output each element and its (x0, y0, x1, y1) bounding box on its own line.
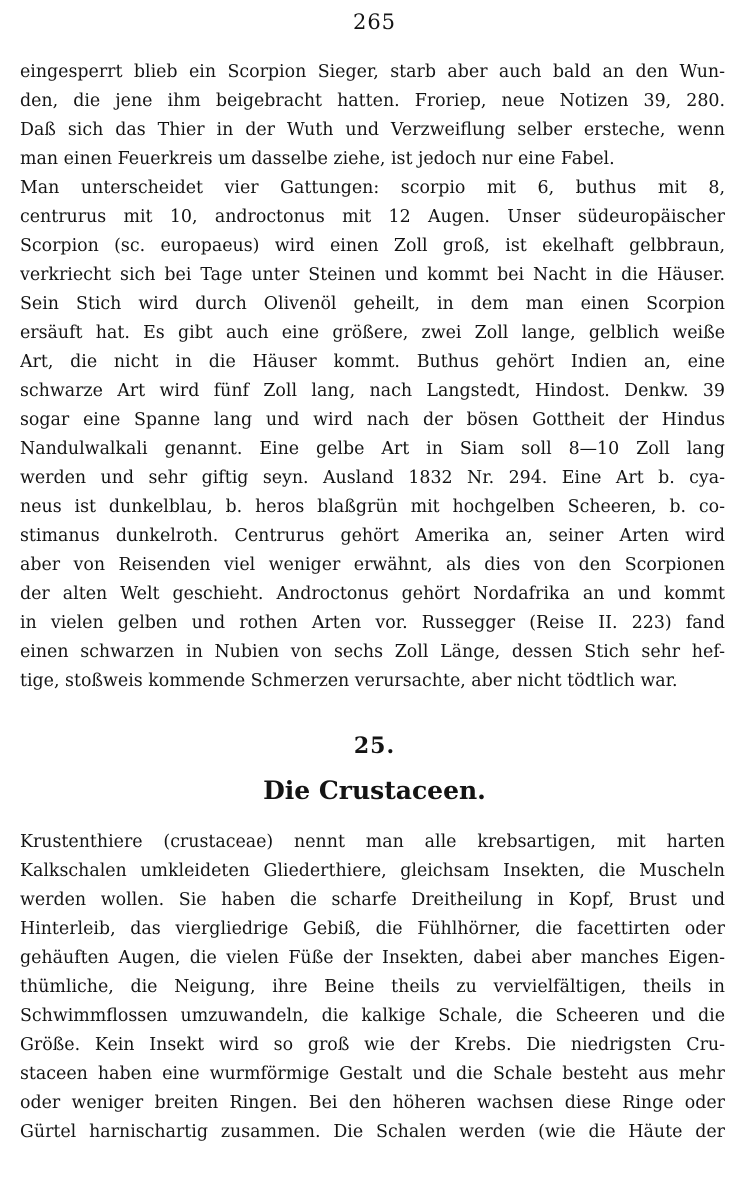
text-line: schwarze Art wird fünf Zoll lang, nach Langstedt, Hindost. Denkw. 39 (20, 381, 725, 401)
text-line: Sein Stich wird durch Olivenöl geheilt, in dem man einen Scorpion (20, 294, 725, 314)
text-line: Art, die nicht in die Häuser kommt. Buthus gehört Indien an, eine (20, 352, 725, 372)
text-line: Nandulwalkali genannt. Eine gelbe Art in Siam soll 8—10 Zoll lang (20, 439, 725, 459)
text-line: eingesperrt blieb ein Scorpion Sieger, starb aber auch bald an den Wun- (20, 62, 725, 82)
text-line: Krustenthiere (crustaceae) nennt man alle krebsartigen, mit harten (20, 832, 725, 852)
text-line: in vielen gelben und rothen Arten vor. Russegger (Reise II. 223) fand (20, 613, 725, 633)
text-line: aber von Reisenden viel weniger erwähnt, als dies von den Scorpionen (20, 555, 725, 575)
text-line: thümliche, die Neigung, ihre Beine theils zu vervielfältigen, theils in (20, 977, 725, 997)
text-line: einen schwarzen in Nubien von sechs Zoll Länge, dessen Stich sehr hef- (20, 642, 725, 662)
text-line: gehäuften Augen, die vielen Füße der Insekten, dabei aber manches Eigen- (20, 948, 725, 968)
text-line: Größe. Kein Insekt wird so groß wie der Krebs. Die niedrigsten Cru- (20, 1035, 725, 1055)
page-number: 265 (352, 10, 397, 34)
text-line: staceen haben eine wurmförmige Gestalt und die Schale besteht aus mehr (20, 1064, 725, 1084)
paragraph-scorpion-continuation (20, 58, 725, 174)
text-line: Daß sich das Thier in der Wuth und Verzweiflung selber ersteche, wenn (20, 120, 725, 140)
text-line: Scorpion (sc. europaeus) wird einen Zoll groß, ist ekelhaft gelbbraun, (20, 236, 725, 256)
text-line: Schwimmflossen umzuwandeln, die kalkige Schale, die Scheeren und die (20, 1006, 725, 1026)
text-line: Kalkschalen umkleideten Gliederthiere, gleichsam Insekten, die Muscheln (20, 861, 725, 881)
section-title: Die Crustaceen. (263, 776, 486, 805)
text-line: werden und sehr giftig seyn. Ausland 1832 Nr. 294. Eine Art b. cya- (20, 468, 725, 488)
text-line: centrurus mit 10, androctonus mit 12 Augen. Unser südeuropäischer (20, 207, 725, 227)
text-line: oder weniger breiten Ringen. Bei den höheren wachsen diese Ringe oder (20, 1093, 725, 1113)
text-line: sogar eine Spanne lang und wird nach der bösen Gottheit der Hindus (20, 410, 725, 430)
section-number: 25. (353, 733, 396, 759)
text-line: man einen Feuerkreis um dasselbe ziehe, ist jedoch nur eine Fabel. (20, 149, 615, 169)
paragraph-scorpion-genera (20, 174, 725, 696)
text-line: Hinterleib, das viergliedrige Gebiß, die Fühlhörner, die facettirten oder (20, 919, 725, 939)
text-line: verkriecht sich bei Tage unter Steinen und kommt bei Nacht in die Häuser. (20, 265, 725, 285)
text-line: den, die jene ihm beigebracht hatten. Froriep, neue Notizen 39, 280. (20, 91, 725, 111)
text-line: werden wollen. Sie haben die scharfe Dreitheilung in Kopf, Brust und (20, 890, 725, 910)
text-line: tige, stoßweis kommende Schmerzen verursachte, aber nicht tödtlich war. (20, 671, 678, 691)
text-line: neus ist dunkelblau, b. heros blaßgrün mit hochgelben Scheeren, b. co- (20, 497, 725, 517)
text-line: ersäuft hat. Es gibt auch eine größere, zwei Zoll lange, gelblich weiße (20, 323, 725, 343)
text-line: stimanus dunkelroth. Centrurus gehört Amerika an, seiner Arten wird (20, 526, 725, 546)
text-line: Gürtel harnischartig zusammen. Die Schalen werden (wie die Häute der (20, 1122, 725, 1142)
paragraph-crustaceans (20, 828, 725, 1147)
text-line: Man unterscheidet vier Gattungen: scorpio mit 6, buthus mit 8, (20, 178, 725, 198)
text-line: der alten Welt geschieht. Androctonus gehört Nordafrika an und kommt (20, 584, 725, 604)
